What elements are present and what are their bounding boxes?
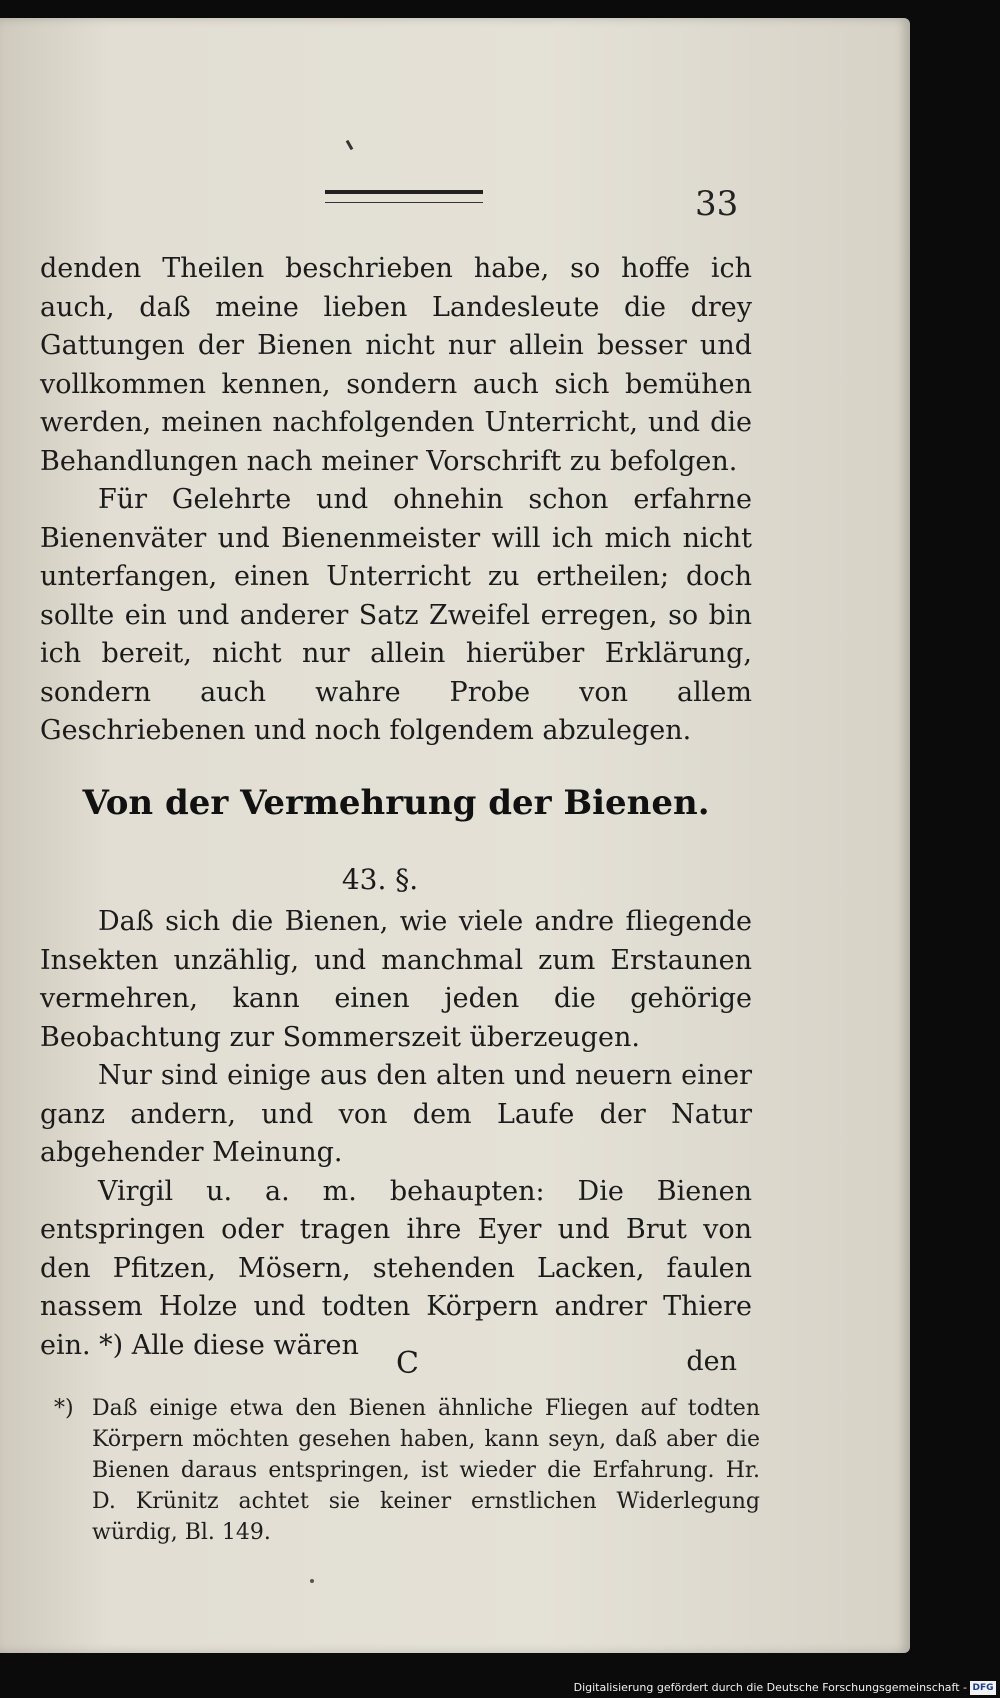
text-block-top (40, 250, 752, 751)
text-block-section (40, 903, 752, 1365)
paragraph: Daß sich die Bienen, wie viele andre fliegende Insekten unzählig, und manchmal zum Erstaunen vermehren, kann einen jeden die gehörige Beobachtung zur Sommerszeit überzeugen. (40, 906, 752, 1053)
paragraph: Nur sind einige aus den alten und neuern einer ganz andern, und von dem Laufe der Natur abgehender Meinung. (40, 1060, 752, 1168)
footnote-mark: *) (54, 1396, 74, 1421)
dfg-logo: DFG (970, 1681, 996, 1695)
signature-line (40, 1346, 752, 1386)
footnote (54, 1393, 760, 1548)
paragraph: Für Gelehrte und ohnehin schon erfahrne Bienenväter und Bienenmeister will ich mich nicht unterfangen, einen Unterricht zu ertheilen; doch sollte ein und anderer Satz Zweifel erregen, so bin ich bereit, nicht nur allein hierüber Erklärung, sondern auch wahre Probe von allem Geschriebenen und noch folgendem abzulegen. (40, 484, 752, 746)
section-heading: Von der Vermehrung der Bienen. (82, 783, 710, 823)
ink-spot (310, 1579, 314, 1583)
catchword: den (686, 1346, 737, 1377)
page-mark (346, 140, 354, 150)
header-rule (325, 190, 483, 194)
book-page (0, 18, 910, 1653)
page-number: 33 (695, 184, 739, 224)
digitization-credit: Digitalisierung gefördert durch die Deutsche Forschungsgemeinschaft - (573, 1681, 967, 1694)
header-rule-thin (325, 202, 483, 203)
printer-signature: C (396, 1346, 419, 1381)
section-number: 43. §. (341, 863, 419, 896)
paragraph: denden Theilen beschrieben habe, so hoffe ich auch, daß meine lieben Landesleute die drey Gattungen der Bienen nicht nur allein besser und vollkommen kennen, sondern auch sich bemühen werden, meinen nachfolgenden Unterricht, und die Behandlungen nach meiner Vorschrift zu befolgen. (40, 253, 752, 477)
paragraph: Virgil u. a. m. behaupten: Die Bienen entspringen oder tragen ihre Eyer und Brut von den Pfitzen, Mösern, stehenden Lacken, faulen nassem Holze und todten Körpern andrer Thiere ein. *) Alle diese wären (40, 1175, 752, 1361)
footnote-text: Daß einige etwa den Bienen ähnliche Fliegen auf todten Körpern möchten gesehen haben, kann seyn, daß aber die Bienen daraus entspringen, ist wieder die Erfahrung. Hr. D. Krünitz achtet sie keiner ernstlichen Widerlegung würdig, Bl. 149. (92, 1396, 760, 1545)
